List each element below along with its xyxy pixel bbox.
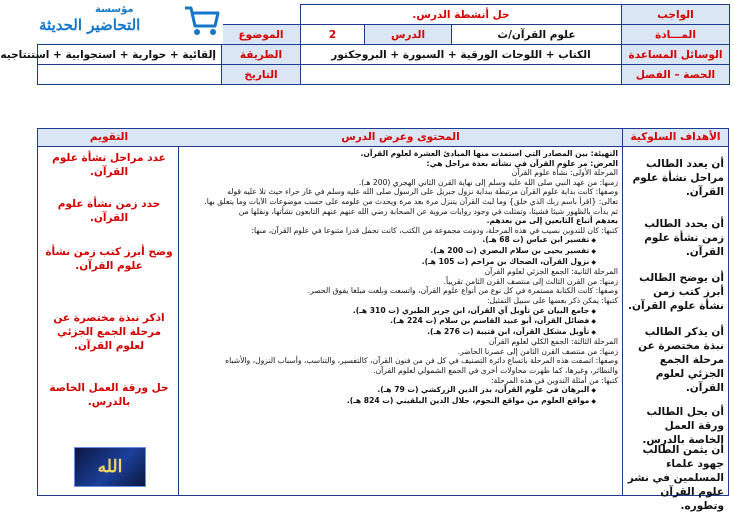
content-line: كتبها: كان للتدوين نصيب في هذه المرحلة، ودونت مجموعة من الكتب، كانت تحمل قدرا متنوعا في علوم القرآن، منها: [251,225,618,235]
content-line: المرحلة الثانية: الجمع الجزئي لعلوم القرآن [484,267,618,277]
content-line: ◆ تفسير ابن عباس (ت 68 هـ). [183,235,618,246]
objective-item: أن يحدد الطالب زمن نشأة علوم القرآن. [644,218,724,258]
brand-top-text: مؤسسة [95,4,134,15]
method-label: الطريقة [222,45,301,65]
content-line: التهيئة: بين المصادر التي استمدت منها المبادئ العشرة لعلوم القرآن. [360,149,618,158]
content-line: ثم بدأت بالظهور شيئا فشيئا، وتمثلت في وجود روايات مروية عن الصحابة رضي الله عنهم عنهم التابعون نشأتها، ونقلها من [238,206,618,216]
method-value: إلقائية + حوارية + استجوابية + استنتاجيه [38,45,222,65]
content-line: ◆ فضائل القرآن، أبو عبيد القاسم بن سلام (ت 224 هـ). [183,316,618,327]
subject-value: علوم القرآن/ث [452,25,622,45]
content-line: المرحلة الأولى: نشأة علوم القرآن [511,168,618,178]
brand-logo [35,2,223,44]
content-line: ◆ جامع البيان عن تأويل آي القرآن، ابن جرير الطبري (ت 310 هـ). [183,306,618,317]
homework-label: الواجب [622,5,730,25]
evaluation-item: حدد زمن نشأة علوم القرآن. [57,198,161,224]
objectives-column [622,147,728,512]
content-line: وصفها: كانت بداية علوم القرآن مرتبطة ببداية نزول جبريل على الرسول صلى الله عليه وسلم في غار حراء حيث تلا عليه قوله [227,187,618,197]
shopping-cart-icon [183,4,221,38]
content-line: وصفها: كانت الكتابة مستمرة في كل نوع من أنواع علوم القرآن، واتسعت وبلغت مبلغا يفوق الحصر. [307,286,618,296]
content-line: زمنها: من منتصف القرن الثامن إلى عصرنا الحاضر. [457,346,618,356]
content-line: ◆ البرهان في علوم القرآن، بدر الدين الزركشي (ت 79 هـ). [183,385,618,396]
content-line: كتبها: من أمثلة التدوين في هذه المرحلة: [491,375,618,385]
evaluation-item: عدد مراحل نشأة علوم القرآن. [52,152,166,178]
content-line: وصفها: اتصفت هذه المرحلة باتساع دائرة التصنيف في كل فن من فنون القرآن، كالتفسير، والتناسب، وأسباب النزول، والأشباه [225,356,618,366]
badge-text: الله [97,457,123,477]
objective-item: أن يذكر الطالب نبذة مختصرة عن مرحلة الجمع الجزئي لعلوم القرآن. [638,326,724,394]
content-line: ◆ مواقع العلوم من مواقع النجوم، جلال الدين البلقيني (ت 824 هـ). [183,396,618,407]
calligraphy-badge [74,447,146,487]
content-line: المرحلة الثالثة: الجمع الكلي لعلوم القرآن [488,337,618,347]
topic-label: الموضوع [222,25,301,45]
class-value [301,65,622,85]
evaluation-item: اذكر نبذة مختصرة عن مرحلة الجمع الجزئي لعلوم القرآن. [53,312,165,352]
evaluation-column [38,147,180,495]
subject-label: المـــادة [622,25,730,45]
aids-label: الوسائل المساعدة [622,45,730,65]
lesson-body [37,128,729,512]
evaluation-item: حل ورقة العمل الخاصة بالدرس. [49,382,169,408]
content-header: المحتوى وعرض الدرس [178,129,622,147]
content-line: كتبها: يمكن ذكر بعضها على سبيل التمثيل: [487,295,618,305]
content-line: والنظائر، وغيرها، كما ظهرت محاولات أخرى في الجمع الشمولي لعلوم القرآن. [373,366,618,376]
content-line: زمنها: من عهد النبي صلى الله عليه وسلم إلى نهاية القرن الثاني الهجري (200 هـ). [358,177,618,187]
lesson-label: الدرس [365,25,452,45]
objective-item: أن يثمن الطالب جهود علماء المسلمين في نشر علوم القرآن وتطوره. [627,444,724,512]
content-line: ◆ تأويل مشكل القرآن، ابن قتيبة (ت 276 هـ). [183,327,618,338]
aids-value: الكتاب + اللوحات الورقية + السبورة + البروجكتور [301,45,622,65]
evaluation-item: وضح أبرز كتب زمن نشأة علوم القرآن. [45,246,173,272]
content-line: تعالى: {اقرأ باسم ربك الذي خلق} وما لبث القرآن يتنزل مرة بعد مرة ويحدث من علومه على حسب موضوعات الآيات وما يتعلق بها. [204,196,618,206]
content-line: ◆ تفسير يحيى بن سلام البصري (ت 200 هـ). [183,246,618,257]
content-line: زمنها: من القرن الثالث إلى منتصف القرن الثامن تقريباً. [443,276,618,286]
content-line: ◆ نزول القرآن، الضحاك بن مزاحم (ت 105 هـ). [183,257,618,268]
objective-item: أن يوضح الطالب أبرز كتب زمن نشأة علوم القرآن. [628,272,724,312]
brand-name: التحاضير الحديثة [39,16,141,34]
lesson-number: 2 [301,25,365,45]
class-label: الحصة – الفصل [622,65,730,85]
lesson-content [179,147,622,408]
content-line: العرض: مر علوم القرآن في نشأته بعدة مراحل هي: [426,158,618,168]
objectives-header: الأهداف السلوكية [622,129,728,147]
homework-value: حل أنشطة الدرس. [301,5,622,25]
objective-item: أن يحل الطالب ورقة العمل الخاصة بالدرس. [642,406,724,446]
content-line: بعدهم أتباع التابعين إلى من بعدهم. [486,216,618,226]
evaluation-header: التقويم [38,129,180,147]
date-value [38,65,222,85]
content-column [178,147,622,495]
objective-item: أن يعدد الطالب مراحل نشأة علوم القرآن. [632,158,724,198]
date-label: التاريخ [222,65,301,85]
